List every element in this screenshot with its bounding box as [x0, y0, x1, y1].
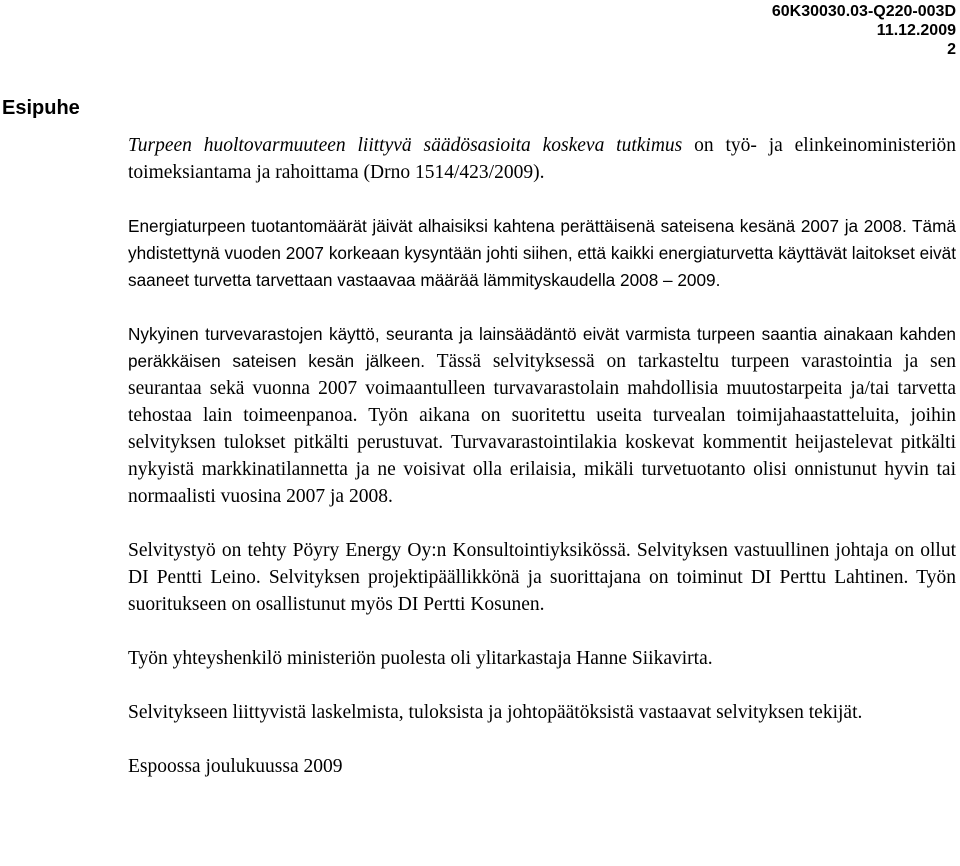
closing-line: Espoossa joulukuussa 2009 — [128, 756, 343, 777]
paragraph-5: Työn yhteyshenkilö ministeriön puolesta oli ylitarkastaja Hanne Siikavirta. — [128, 648, 713, 669]
paragraph-6: Selvitykseen liittyvistä laskelmista, tuloksista ja johtopäätöksistä vastaavat selvityksen tekijät. — [128, 702, 863, 723]
page-number: 2 — [947, 41, 956, 58]
document-id: 60K30030.03-Q220-003D — [771, 3, 956, 20]
paragraph-1-text: on työ- ja elinkeinoministeriön toimeksiantama ja rahoittama (Drno 1514/423/2009). — [128, 135, 957, 183]
paragraph-1 — [128, 132, 956, 186]
page-header — [772, 2, 956, 59]
section-heading: Esipuhe — [2, 97, 80, 119]
document-body — [128, 132, 956, 780]
paragraph-3-serif-text: Tässä selvityksessä on tarkasteltu turpeen varastointia ja sen seurantaa sekä vuonna 2007 voimaantulleen turvavarastolain mahdollisia muutostarpeita ja/tai tarvetta tehostaa lain toimeenpanoa. Työn aikana on suoritettu useita turvealan toimijahaastatteluita, joihin selvityksen tulokset pitkälti perustuvat. Turvavarastointilakia koskevat kommentit heijastelevat pitkälti nykyistä markkinatilannetta ja ne voisivat olla erilaisia, mikäli turvetuotanto olisi onnistunut hyvin tai normaalisti vuosina 2007 ja 2008. — [128, 351, 957, 507]
paragraph-3-sans-text: Nykyinen turvevarastojen käyttö, seuranta ja lainsäädäntö eivät varmista turpeen saantia ainakaan kahden peräkkäisen sateisen kesän jälkeen. — [128, 324, 956, 371]
study-title: Turpeen huoltovarmuuteen liittyvä säädösasioita koskeva tutkimus — [128, 135, 683, 156]
paragraph-3 — [128, 321, 956, 510]
paragraph-2: Energiaturpeen tuotantomäärät jäivät alhaisiksi kahtena perättäisenä sateisena kesänä 2007 ja 2008. Tämä yhdistettynä vuoden 2007 korkeaan kysyntään johti siihen, että kaikki energiaturvetta käyttävät laitokset eivät saaneet turvetta tarvettaan vastaavaa määrää lämmityskaudella 2008 – 2009. — [128, 216, 956, 290]
paragraph-4: Selvitystyö on tehty Pöyry Energy Oy:n Konsultointiyksikössä. Selvityksen vastuullinen johtaja on ollut DI Pentti Leino. Selvityksen projektipäällikkönä ja suorittajana on toiminut DI Perttu Lahtinen. Työn suoritukseen on osallistunut myös DI Pertti Kosunen. — [128, 540, 956, 615]
document-date: 11.12.2009 — [876, 22, 956, 39]
